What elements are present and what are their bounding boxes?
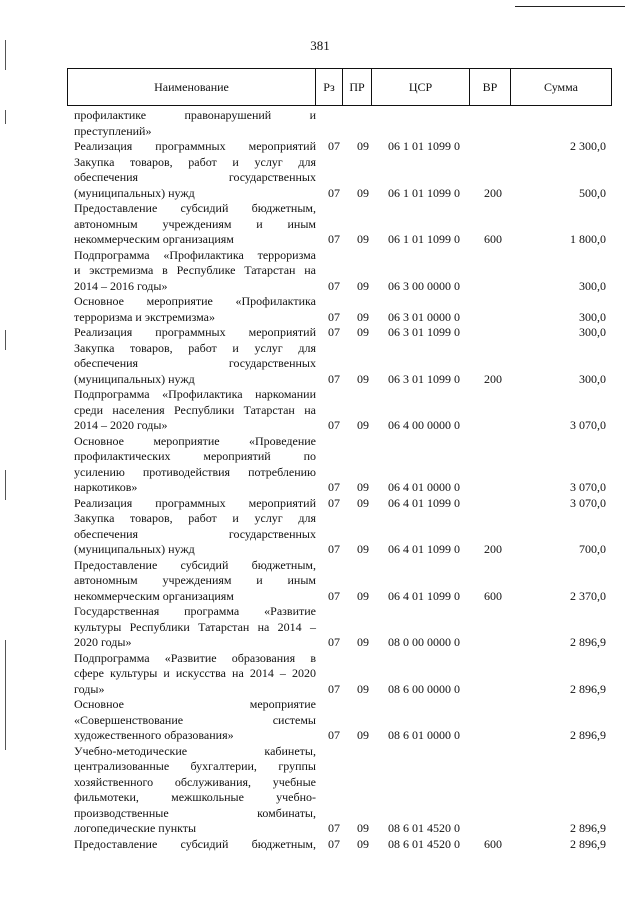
row-name	[74, 744, 316, 837]
row-pr: 09	[357, 542, 369, 556]
row-pr: 09	[357, 325, 369, 339]
row-rz: 07	[328, 495, 340, 510]
row-name-line: 2014 – 2016 годы»	[74, 278, 168, 293]
row-csr: 08 6 00 0000 0	[388, 681, 460, 696]
row-name-line: Реализация программных мероприятий	[74, 325, 316, 339]
row-sum: 2 896,9	[570, 836, 606, 851]
scan-edge-mark	[5, 640, 6, 750]
row-csr: 06 3 01 1099 0	[388, 371, 460, 386]
row-sum: 300,0	[579, 325, 606, 339]
header-sum: Сумма	[544, 80, 578, 94]
row-name-line: среди населения Республики Татарстан на	[74, 402, 316, 417]
row-name-line: обеспечения государственных	[74, 356, 316, 370]
row-name	[74, 837, 316, 853]
row-pr: 09	[357, 836, 369, 851]
row-name	[74, 496, 316, 512]
row-pr: 09	[357, 185, 369, 200]
row-name-line: терроризма и экстремизма»	[74, 309, 215, 324]
row-csr: 06 3 01 1099 0	[388, 325, 460, 339]
row-pr: 09	[357, 480, 369, 494]
row-name	[74, 387, 316, 434]
row-name-line: наркотиков»	[74, 480, 138, 494]
header-name: Наименование	[68, 69, 316, 105]
row-name	[74, 248, 316, 295]
row-name	[74, 651, 316, 698]
row-name-line: производственные комбинаты,	[74, 805, 316, 820]
row-name-line: Подпрограмма «Профилактика терроризма	[74, 247, 316, 262]
row-csr: 08 6 01 0000 0	[388, 728, 460, 742]
row-vr: 600	[484, 232, 502, 246]
row-csr: 06 1 01 1099 0	[388, 139, 460, 153]
row-pr: 09	[357, 371, 369, 386]
row-name-line: Закупка товаров, работ и услуг для	[74, 154, 316, 169]
row-name-line: фильмотеки, межшкольные учебно-	[74, 790, 316, 804]
header-rz: Рз	[316, 69, 343, 105]
row-rz: 07	[328, 728, 340, 742]
row-pr: 09	[357, 588, 369, 603]
row-sum: 300,0	[579, 309, 606, 324]
row-name	[74, 558, 316, 605]
row-sum: 300,0	[579, 278, 606, 293]
row-name-line: некоммерческим организациям	[74, 232, 234, 246]
row-name-line: Предоставление субсидий бюджетным,	[74, 201, 316, 215]
scan-edge-mark	[5, 330, 6, 350]
row-csr: 06 4 01 0000 0	[388, 480, 460, 494]
row-name-line: и экстремизма в Республике Татарстан на	[74, 263, 316, 277]
row-pr: 09	[357, 232, 369, 246]
row-pr: 09	[357, 309, 369, 324]
row-csr: 06 1 01 1099 0	[388, 232, 460, 246]
row-name-line: преступлений»	[74, 123, 152, 138]
row-rz: 07	[328, 309, 340, 324]
row-sum: 700,0	[579, 542, 606, 556]
scan-edge-mark	[5, 470, 6, 500]
row-pr: 09	[357, 728, 369, 742]
row-name-line: хозяйственного обслуживания, учебные	[74, 774, 316, 789]
row-rz: 07	[328, 480, 340, 494]
row-name-line: автономным учреждениям и иным	[74, 216, 316, 231]
row-rz: 07	[328, 232, 340, 246]
row-sum: 2 896,9	[570, 728, 606, 742]
row-rz: 07	[328, 185, 340, 200]
row-rz: 07	[328, 588, 340, 603]
header-vr: ВР	[470, 69, 511, 105]
row-name-line: Государственная программа «Развитие	[74, 604, 316, 618]
row-name-line: Закупка товаров, работ и услуг для	[74, 340, 316, 355]
row-name	[74, 139, 316, 155]
header-pr: ПР	[343, 69, 372, 105]
row-name-line: сфере культуры и искусства на 2014 – 2020	[74, 666, 316, 680]
row-rz: 07	[328, 542, 340, 556]
row-name-line: Учебно-методические кабинеты,	[74, 743, 316, 758]
row-name	[74, 604, 316, 651]
row-pr: 09	[357, 495, 369, 510]
row-csr: 06 4 01 1099 0	[388, 495, 460, 510]
row-pr: 09	[357, 681, 369, 696]
row-name-line: культуры Республики Татарстан на 2014 –	[74, 619, 316, 634]
row-csr: 08 6 01 4520 0	[388, 836, 460, 851]
row-name	[74, 108, 316, 139]
row-csr: 06 3 00 0000 0	[388, 278, 460, 293]
row-csr: 06 4 00 0000 0	[388, 418, 460, 432]
row-name	[74, 155, 316, 202]
row-name	[74, 325, 316, 341]
row-name-line: Закупка товаров, работ и услуг для	[74, 511, 316, 525]
row-name-line: 2014 – 2020 годы»	[74, 418, 168, 432]
row-sum: 2 300,0	[570, 139, 606, 153]
row-pr: 09	[357, 821, 369, 835]
row-sum: 500,0	[579, 185, 606, 200]
page-number: 381	[310, 38, 330, 53]
row-rz: 07	[328, 635, 340, 649]
row-csr: 08 6 01 4520 0	[388, 821, 460, 835]
row-csr: 06 1 01 1099 0	[388, 185, 460, 200]
row-rz: 07	[328, 371, 340, 386]
row-sum: 300,0	[579, 371, 606, 386]
row-vr: 200	[484, 542, 502, 556]
row-name-line: Предоставление субсидий бюджетным,	[74, 836, 316, 851]
row-name-line: Реализация программных мероприятий	[74, 139, 316, 153]
row-rz: 07	[328, 681, 340, 696]
row-pr: 09	[357, 278, 369, 293]
row-sum: 2 896,9	[570, 821, 606, 835]
row-vr: 200	[484, 371, 502, 386]
row-pr: 09	[357, 139, 369, 153]
row-sum: 3 070,0	[570, 418, 606, 432]
row-name-line: Подпрограмма «Профилактика наркомании	[74, 387, 316, 401]
row-csr: 08 0 00 0000 0	[388, 635, 460, 649]
row-name	[74, 434, 316, 496]
row-name-line: 2020 годы»	[74, 635, 132, 649]
row-rz: 07	[328, 418, 340, 432]
row-name-line: обеспечения государственных	[74, 170, 316, 184]
scan-edge-mark	[5, 110, 6, 124]
row-name-line: Основное мероприятие	[74, 697, 316, 711]
row-name	[74, 294, 316, 325]
row-rz: 07	[328, 278, 340, 293]
row-name	[74, 697, 316, 744]
row-sum: 2 370,0	[570, 588, 606, 603]
row-name-line: (муниципальных) нужд	[74, 542, 195, 556]
row-rz: 07	[328, 836, 340, 851]
row-name-line: усилению противодействия потреблению	[74, 464, 316, 479]
row-name-line: автономным учреждениям и иным	[74, 573, 316, 587]
row-sum: 1 800,0	[570, 232, 606, 246]
row-csr: 06 3 01 0000 0	[388, 309, 460, 324]
row-pr: 09	[357, 635, 369, 649]
row-vr: 600	[484, 836, 502, 851]
row-sum: 3 070,0	[570, 480, 606, 494]
row-name-line: художественного образования»	[74, 728, 234, 742]
row-name-line: Основное мероприятие «Профилактика	[74, 294, 316, 308]
header-csr: ЦСР	[372, 69, 470, 105]
row-name	[74, 511, 316, 558]
row-name-line: профилактических мероприятий по	[74, 449, 316, 463]
row-name-line: централизованные бухгалтерии, группы	[74, 759, 316, 773]
row-name-line: Реализация программных мероприятий	[74, 495, 316, 510]
row-pr: 09	[357, 418, 369, 432]
row-name-line: некоммерческим организациям	[74, 588, 234, 603]
row-vr: 600	[484, 588, 502, 603]
row-name-line: профилактике правонарушений и	[74, 108, 316, 122]
row-rz: 07	[328, 325, 340, 339]
row-name-line: (муниципальных) нужд	[74, 185, 195, 200]
row-name-line: Основное мероприятие «Проведение	[74, 433, 316, 448]
row-name-line: (муниципальных) нужд	[74, 371, 195, 386]
row-name	[74, 201, 316, 248]
row-rz: 07	[328, 139, 340, 153]
row-name	[74, 341, 316, 388]
row-name-line: Предоставление субсидий бюджетным,	[74, 557, 316, 572]
row-sum: 2 896,9	[570, 635, 606, 649]
scan-edge-line	[515, 6, 625, 7]
row-name-line: Подпрограмма «Развитие образования в	[74, 650, 316, 665]
row-rz: 07	[328, 821, 340, 835]
row-sum: 3 070,0	[570, 495, 606, 510]
row-sum: 2 896,9	[570, 681, 606, 696]
row-name-line: логопедические пункты	[74, 821, 197, 835]
row-vr: 200	[484, 185, 502, 200]
row-csr: 06 4 01 1099 0	[388, 588, 460, 603]
row-name-line: годы»	[74, 681, 105, 696]
row-name-line: «Совершенствование системы	[74, 712, 316, 727]
row-csr: 06 4 01 1099 0	[388, 542, 460, 556]
table-header	[67, 68, 612, 106]
row-name-line: обеспечения государственных	[74, 526, 316, 541]
